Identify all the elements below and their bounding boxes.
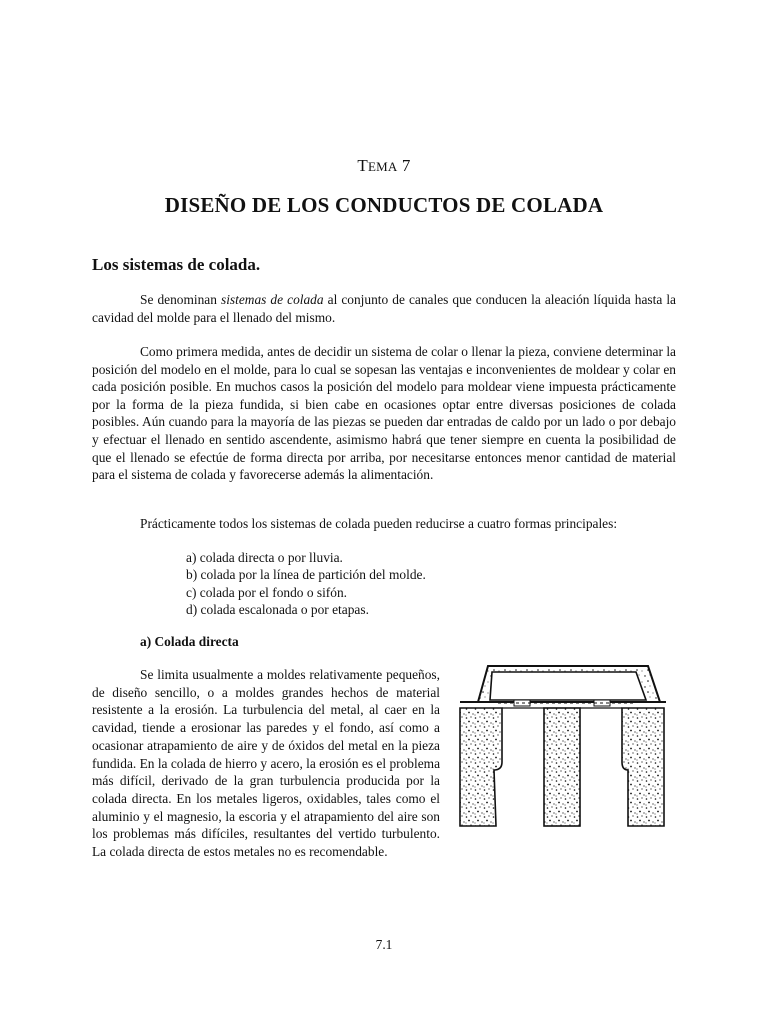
paragraph-definition-post: al conjunto de canales que conducen la aleación líquida hasta la cavidad del molde para el llenado del mismo. xyxy=(92,292,676,325)
paragraph-direct-pouring: Se limita usualmente a moldes relativamente pequeños, de diseño sencillo, o a moldes grandes hechos de material resistente a la erosión. La turbulencia del metal, al caer en la cavidad, tiende a erosionar las paredes y el fondo, así como a ocasionar atrapamiento de aire y de óxidos del metal en la pieza fundida. En la colada de hierro y acero, la erosión es el problema más difícil, derivado de la gran turbulencia producida por la colada directa. En los metales ligeros, oxidables, tales como el aluminio y el magnesio, la escoria y el atrapamiento del aire son los problemas más difíciles, resultantes del vertido turbulento. La colada directa de estos metales no es recomendable. xyxy=(92,667,441,860)
chapter-label-initial: T xyxy=(357,156,368,175)
list-item: c) colada por el fondo o sifón. xyxy=(186,584,348,600)
paragraph-forms-intro: Prácticamente todos los sistemas de colada pueden reducirse a cuatro formas principales: xyxy=(140,516,618,531)
casting-forms-list xyxy=(186,549,426,619)
direct-pouring-mold-diagram-icon xyxy=(456,662,668,828)
chapter-number: 7 xyxy=(401,156,411,175)
section-heading: Los sistemas de colada. xyxy=(92,255,261,274)
chapter-label-rest: EMA xyxy=(367,159,398,174)
chapter-label xyxy=(0,156,768,176)
paragraph-definition-pre: Se denominan xyxy=(140,292,221,307)
list-item: b) colada por la línea de partición del molde. xyxy=(186,567,426,583)
list-item: d) colada escalonada o por etapas. xyxy=(186,602,369,618)
paragraph-positioning: Como primera medida, antes de decidir un sistema de colar o llenar la pieza, conviene determinar la posición del modelo en el molde, para lo cual se sopesan las ventajas e inconvenientes de moldear y colar en cada posición posible. En muchos casos la posición del modelo para moldear viene impuesta prácticamente por la forma de la pieza fundida, si bien cabe en ocasiones optar entre diversas posiciones de colada posibles. Aún cuando para la mayoría de las piezas se pueden dar entradas de caldo por un lado o por debajo y efectuar el llenado en sentido ascendente, asimismo habrá que tener siempre en cuenta la posibilidad de que el llenado se efectúe de forma directa por arriba, por necesitarse entonces menor cantidad de material para el sistema de colada y favorecerse además la alimentación. xyxy=(92,344,676,483)
page-title: DISEÑO DE LOS CONDUCTOS DE COLADA xyxy=(164,193,604,217)
subsection-heading: a) Colada directa xyxy=(140,634,239,649)
list-item: a) colada directa o por lluvia. xyxy=(186,550,343,565)
paragraph-definition xyxy=(92,291,676,326)
paragraph-definition-term: sistemas de colada xyxy=(221,292,324,307)
page-number: 7.1 xyxy=(375,937,393,952)
